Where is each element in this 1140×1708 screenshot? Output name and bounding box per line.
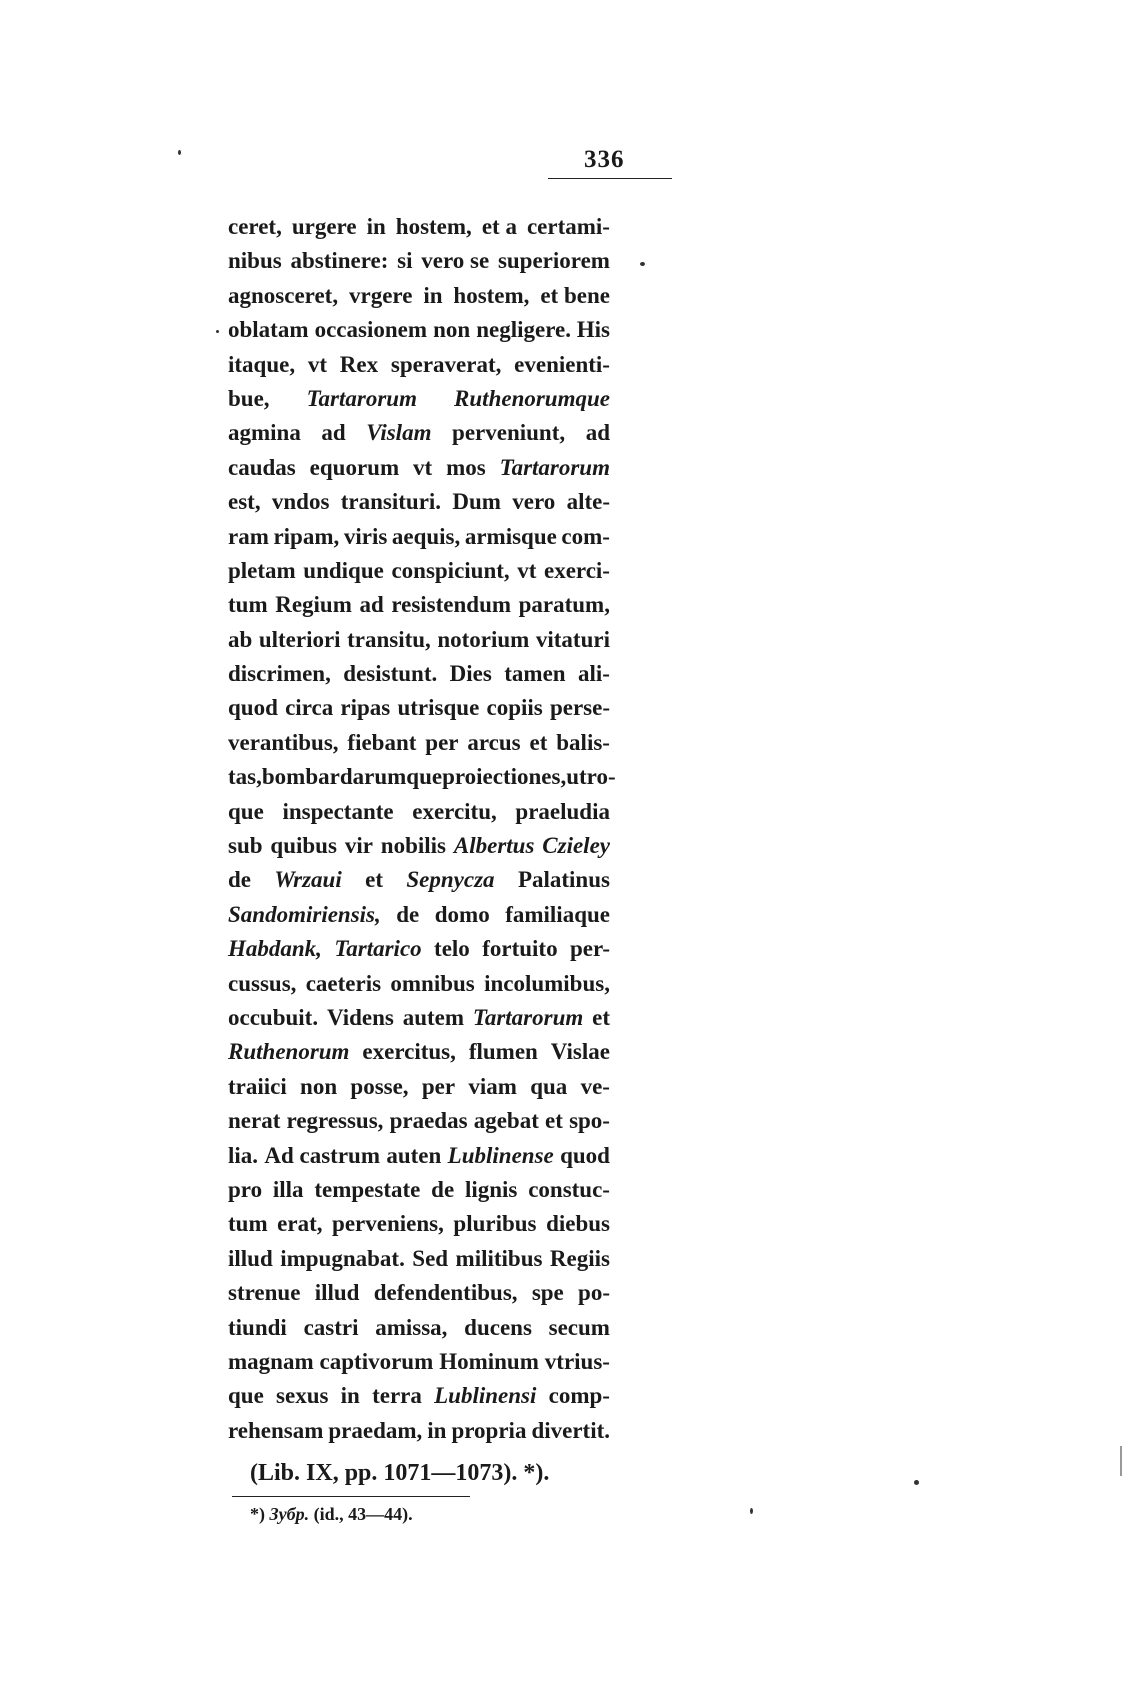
word: quibus <box>270 833 337 859</box>
word: ram <box>228 523 269 549</box>
italic-word: Czieley <box>542 833 610 859</box>
word: vt <box>307 351 328 377</box>
text-line <box>228 932 610 966</box>
word: militibus <box>455 1245 543 1271</box>
word: ali- <box>578 661 610 687</box>
word: ceret, <box>228 214 282 239</box>
word: hostem, <box>395 214 472 239</box>
scan-speck <box>1120 1446 1122 1476</box>
word: ripam, <box>273 523 340 549</box>
word: armisque <box>464 523 557 549</box>
text-line <box>228 588 610 622</box>
italic-word: Albertus <box>453 833 535 859</box>
word: diebus <box>546 1211 610 1237</box>
word: alte- <box>566 489 610 515</box>
scan-speck <box>640 262 645 266</box>
text-line <box>228 1173 610 1207</box>
text-line <box>228 1414 610 1448</box>
word: transituri. <box>340 489 442 515</box>
word: non <box>433 317 471 343</box>
italic-word: Ruthenorum <box>228 1039 350 1065</box>
word: perse- <box>549 695 610 721</box>
word: equorum <box>309 454 400 480</box>
text-line <box>228 382 610 416</box>
word: vt <box>517 557 537 583</box>
italic-word: Tartarico <box>334 936 422 962</box>
italic-word: Sepnycza <box>406 867 495 893</box>
word: viris <box>343 523 388 549</box>
word: omnibus <box>390 970 475 996</box>
word: agmina <box>228 420 301 446</box>
word: transitu, <box>347 626 431 652</box>
word: fortuito <box>482 936 558 962</box>
word: Palatinus <box>517 867 610 893</box>
word: discrimen, <box>228 661 331 687</box>
word: caeteris <box>305 970 382 996</box>
word: itaque, <box>228 351 296 377</box>
word: ab <box>228 626 253 652</box>
text-line <box>228 967 610 1001</box>
word: secum <box>548 1314 610 1340</box>
word: divertit. <box>531 1417 610 1443</box>
footnote-marker: *) <box>250 1504 265 1524</box>
word: tas, <box>228 764 262 790</box>
word: nibus <box>228 248 282 274</box>
word: in <box>427 1417 447 1443</box>
text-line <box>228 485 610 519</box>
word: copiis <box>486 695 543 721</box>
word: familiaque <box>505 901 610 927</box>
word: magnam <box>228 1348 314 1374</box>
word: quod <box>228 695 278 721</box>
text-line <box>228 1001 610 1035</box>
word: si <box>397 248 413 274</box>
word: cussus, <box>228 970 297 996</box>
word: resistendum <box>391 592 512 618</box>
word: undique <box>303 557 384 583</box>
word: vir <box>344 833 373 859</box>
word: in <box>423 282 443 308</box>
italic-word: Tartarorum <box>472 1004 584 1030</box>
word: Regium <box>275 592 352 618</box>
word: ve- <box>580 1073 610 1099</box>
word: illud <box>228 1245 273 1271</box>
italic-word: Ruthenorumque <box>454 385 610 411</box>
word: flumen <box>468 1039 538 1065</box>
word: desistunt. <box>343 661 438 687</box>
word: nerat <box>228 1108 281 1134</box>
italic-word: Habdank, <box>228 936 322 962</box>
word: tempestate <box>314 1176 421 1202</box>
word: que <box>228 798 264 824</box>
word: utro- <box>566 764 616 790</box>
word: bombardarumque <box>261 764 443 790</box>
word: Dum <box>452 489 501 515</box>
text-line <box>228 1276 610 1310</box>
word: abstinere: <box>290 248 389 274</box>
text-line <box>228 1345 610 1379</box>
word: Hominum <box>439 1348 539 1374</box>
word: occubuit. <box>228 1004 319 1030</box>
word: bue, <box>228 385 270 411</box>
italic-word: Vislam <box>366 420 432 446</box>
word: Videns <box>326 1004 394 1030</box>
word: comp- <box>548 1383 610 1409</box>
word: urgere <box>291 214 357 239</box>
body-text <box>228 210 616 1448</box>
text-line <box>228 348 610 382</box>
word: tum <box>228 592 268 618</box>
word: exerci- <box>544 557 610 583</box>
word: Rex <box>339 351 379 377</box>
word: Ad castrum <box>264 1142 381 1168</box>
word: hostem, <box>453 282 530 308</box>
word: praedam, <box>328 1417 423 1443</box>
text-line <box>228 1139 610 1173</box>
text-line <box>228 279 610 313</box>
text-line <box>228 691 610 725</box>
word: pro <box>228 1176 263 1202</box>
word: terra <box>372 1383 422 1409</box>
word: arcus <box>467 729 521 755</box>
word: ad <box>321 420 346 446</box>
word: vero se <box>421 248 490 274</box>
word: et bene <box>540 282 610 308</box>
italic-word: Lublinensi <box>434 1383 537 1409</box>
text-line <box>228 623 610 657</box>
text-line <box>228 1207 610 1241</box>
word: captivorum <box>319 1348 434 1374</box>
word: po- <box>578 1280 610 1306</box>
word: telo <box>434 936 470 962</box>
word: per <box>421 1073 456 1099</box>
word: de <box>431 1176 455 1202</box>
text-line <box>228 554 610 588</box>
word: quod <box>560 1142 610 1168</box>
word: constuc- <box>528 1176 610 1202</box>
footnote-rule <box>232 1496 470 1497</box>
word: praeludia <box>515 798 610 824</box>
word: conspiciunt, <box>391 557 510 583</box>
word: que <box>228 1383 264 1409</box>
word: tum <box>228 1211 268 1237</box>
word: exercitu, <box>412 798 497 824</box>
word: impugnabat. <box>280 1245 405 1271</box>
word: posse, <box>350 1073 409 1099</box>
word: et a <box>481 214 517 239</box>
text-line <box>228 898 610 932</box>
word: incolumibus, <box>484 970 610 996</box>
word: spo- <box>569 1108 610 1134</box>
page-number-rule <box>548 178 672 179</box>
word: paratum, <box>518 592 610 618</box>
word: tamen <box>504 661 566 687</box>
text-line <box>228 1070 610 1104</box>
word: inspectante <box>282 798 394 824</box>
text-line <box>228 760 616 794</box>
word: propria <box>451 1417 527 1443</box>
word: per- <box>569 936 610 962</box>
italic-word: Tartarorum <box>306 385 417 411</box>
text-line <box>228 520 610 554</box>
word: auten <box>386 1142 442 1168</box>
word: lignis <box>464 1176 518 1202</box>
word: castri <box>303 1314 359 1340</box>
word: perveniens, <box>332 1211 444 1237</box>
word: illa <box>272 1176 304 1202</box>
text-line <box>228 313 610 347</box>
word: aequis, <box>391 523 461 549</box>
word: speraverat, <box>390 351 502 377</box>
word: notorium <box>437 626 530 652</box>
scan-speck <box>914 1480 919 1485</box>
text-line <box>228 244 610 278</box>
word: Vislae <box>550 1039 610 1065</box>
page-number: 336 <box>584 146 625 173</box>
word: et <box>545 1108 563 1134</box>
text-line <box>228 1035 610 1069</box>
italic-word: Wrzaui <box>274 867 342 893</box>
text-line <box>228 1104 610 1138</box>
word: sexus <box>276 1383 329 1409</box>
word: pletam <box>228 557 296 583</box>
word: ducens <box>464 1314 532 1340</box>
word: amissa, <box>375 1314 448 1340</box>
text-line <box>228 1242 610 1276</box>
word: vtrius- <box>544 1348 610 1374</box>
word: Dies <box>449 661 492 687</box>
word: sub <box>228 833 263 859</box>
word: evenienti- <box>514 351 610 377</box>
word: ripas <box>340 695 391 721</box>
text-line <box>228 726 610 760</box>
word: viam <box>468 1073 517 1099</box>
word: certami- <box>526 214 610 239</box>
citation: (Lib. IX, pp. 1071—1073). *). <box>250 1460 550 1486</box>
footnote-source: Зубр. <box>269 1504 310 1524</box>
word: com- <box>561 523 610 549</box>
word: vitaturi <box>535 626 610 652</box>
word: pluribus <box>453 1211 537 1237</box>
word: Regiis <box>549 1245 610 1271</box>
word: de <box>396 901 420 927</box>
word: vero <box>512 489 556 515</box>
word: vndos <box>271 489 330 515</box>
word: utrisque <box>397 695 480 721</box>
word: superiorem <box>497 248 610 274</box>
word: fiebant <box>347 729 417 755</box>
text-line <box>228 451 610 485</box>
scan-speck <box>750 1508 753 1514</box>
word: exercitus, <box>362 1039 456 1065</box>
word: non <box>300 1073 338 1099</box>
word: strenue <box>228 1280 301 1306</box>
text-line <box>228 210 610 244</box>
word: illud <box>314 1280 360 1306</box>
word: negligere. His <box>476 317 610 343</box>
scan-speck <box>178 150 181 155</box>
word: ulteriori <box>258 626 341 652</box>
word: oblatam <box>228 317 309 343</box>
word: ad <box>585 420 610 446</box>
word: erat, <box>277 1211 323 1237</box>
word: et <box>592 1004 610 1030</box>
italic-word: Sandomiriensis, <box>228 901 381 927</box>
word: lia. <box>228 1142 259 1168</box>
word: spe <box>531 1280 564 1306</box>
word: circa <box>285 695 334 721</box>
word: qua <box>530 1073 568 1099</box>
word: et <box>529 729 548 755</box>
word: defendentibus, <box>373 1280 518 1306</box>
word: in <box>340 1383 360 1409</box>
word: Sed <box>412 1245 449 1271</box>
scan-speck <box>216 330 219 333</box>
text-line <box>228 1379 610 1413</box>
footnote-ref: (id., 43—44). <box>313 1504 413 1524</box>
word: balis- <box>556 729 610 755</box>
word: tiundi <box>228 1314 287 1340</box>
word: autem <box>402 1004 465 1030</box>
word: occasionem <box>314 317 427 343</box>
text-line <box>228 416 610 450</box>
word: de <box>228 867 251 893</box>
word: vt <box>413 454 433 480</box>
word: agnosceret, <box>228 282 339 308</box>
word: caudas <box>228 454 296 480</box>
word: domo <box>434 901 490 927</box>
word: traiici <box>228 1073 287 1099</box>
word: praedas <box>389 1108 468 1134</box>
word: rehensam <box>228 1417 324 1443</box>
word: agebat <box>473 1108 539 1134</box>
footnote <box>250 1504 413 1525</box>
word: mos <box>446 454 486 480</box>
word: et <box>365 867 383 893</box>
text-line <box>228 1311 610 1345</box>
word: perveniunt, <box>452 420 566 446</box>
word: ad <box>359 592 384 618</box>
text-line <box>228 657 610 691</box>
word: in <box>366 214 386 239</box>
word: per <box>425 729 459 755</box>
italic-word: Tartarorum <box>499 454 610 480</box>
word: vrgere <box>348 282 413 308</box>
text-line <box>228 795 610 829</box>
word: regressus, <box>286 1108 384 1134</box>
word: proiectiones, <box>442 764 567 790</box>
text-line <box>228 829 610 863</box>
word: nobilis <box>380 833 447 859</box>
italic-word: Lublinense <box>447 1142 554 1168</box>
word: verantibus, <box>228 729 339 755</box>
text-line <box>228 863 610 897</box>
word: est, <box>228 489 261 515</box>
